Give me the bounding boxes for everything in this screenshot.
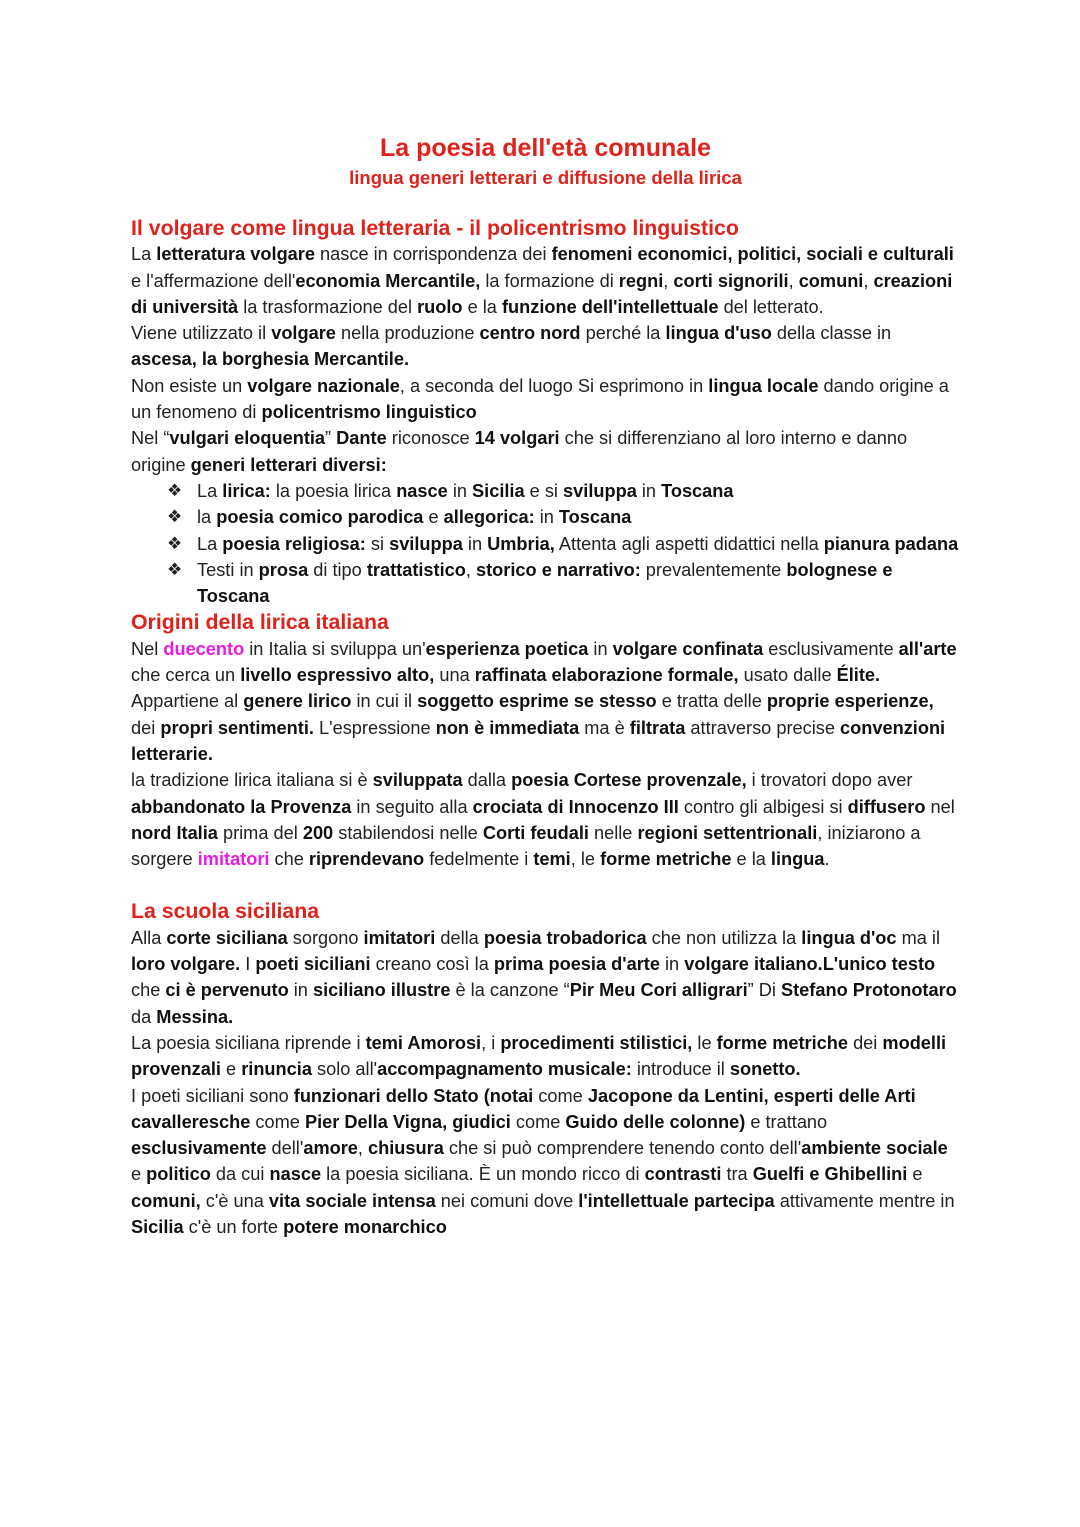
list-item-text: la poesia comico parodica e allegorica: in Toscana (197, 507, 632, 528)
document-title: La poesia dell'età comunale (379, 134, 712, 162)
bold-text: Jacopone da Lentini, esperti delle Arti cavalleresche (131, 1085, 916, 1132)
bold-text: diffusero (847, 796, 926, 817)
bold-text: sviluppa (389, 533, 463, 554)
list-item (167, 504, 960, 530)
bold-text: funzionari dello Stato (293, 1085, 479, 1106)
list-item (167, 557, 960, 610)
bold-text: propri sentimenti. (160, 717, 314, 738)
bold-text: sonetto. (729, 1059, 801, 1080)
bold-text: lingua d'oc (801, 927, 897, 948)
bold-text: fenomeni economici, politici, sociali e culturali (551, 244, 954, 265)
paragraph: Appartiene al genere lirico in cui il soggetto esprime se stesso e tratta delle proprie esperienze, dei propri sentimenti. L'espressione non è immediata ma è filtrata attraverso precise convenzioni letterarie. (131, 691, 946, 764)
bold-text: (notai (483, 1085, 534, 1106)
bold-text: non è immediata (435, 717, 580, 738)
bold-text: temi Amorosi (365, 1032, 482, 1053)
bold-text: poeti siciliani (255, 954, 371, 975)
highlighted-text: duecento (163, 638, 245, 659)
bold-text: Sicilia (131, 1216, 184, 1237)
paragraph: Nel duecento in Italia si sviluppa un'esperienza poetica in volgare confinata esclusivamente all'arte che cerca un livello espressivo alto, una raffinata elaborazione formale, usato dalle Élite. (131, 638, 957, 686)
bold-text: Guelfi e Ghibellini (752, 1164, 908, 1185)
bold-text: convenzioni letterarie. (131, 717, 946, 764)
bold-text: filtrata (629, 717, 686, 738)
bold-text: funzione dell'intellettuale (501, 296, 719, 317)
bold-text: crociata di Innocenzo III (472, 796, 679, 817)
bold-text: contrasti (644, 1164, 722, 1185)
bold-text: Pier Della Vigna, (304, 1111, 448, 1132)
bold-text: generi letterari diversi: (190, 454, 387, 475)
bold-text: Corti feudali (482, 822, 589, 843)
bold-text: comuni, (131, 1190, 201, 1211)
bold-text: abbandonato la Provenza (131, 796, 352, 817)
bold-text: corte siciliana (166, 927, 288, 948)
bold-text: poesia religiosa: (222, 533, 366, 554)
bold-text: modelli provenzali (131, 1032, 947, 1080)
bold-text: economia Mercantile, (295, 270, 481, 291)
bold-text: volgare italiano. (684, 954, 823, 975)
bold-text: volgare confinata (612, 638, 764, 659)
section-origini (131, 609, 960, 872)
list-item-text: La poesia religiosa: si sviluppa in Umbria, Attenta agli aspetti didattici nella pianura padana (197, 533, 959, 554)
bold-text: loro volgare. (131, 954, 241, 975)
section-heading-scuola-siciliana: La scuola siciliana (131, 899, 320, 924)
bold-text: ambiente sociale (801, 1138, 948, 1159)
bold-text: prosa (258, 559, 309, 580)
bold-text: Dante (336, 428, 387, 449)
bold-text: 14 volgari (474, 428, 560, 449)
bold-text: centro nord (479, 323, 581, 344)
bold-text: imitatori (363, 927, 436, 948)
bold-text: comuni (798, 270, 864, 291)
bold-text: volgare nazionale (247, 375, 400, 396)
section-scuola-siciliana (131, 898, 960, 1240)
bold-text: forme metriche (716, 1032, 849, 1053)
bold-text: amore (303, 1138, 358, 1159)
diamond-four-star-icon: ❖ (167, 480, 183, 500)
bold-text: siciliano illustre (312, 980, 451, 1001)
bold-text: nasce (396, 480, 448, 501)
bold-text: livello espressivo alto, (240, 665, 435, 686)
bold-text: Guido delle colonne) (565, 1111, 746, 1132)
bold-text: creazioni di università (131, 270, 953, 317)
paragraph: Non esiste un volgare nazionale, a seconda del luogo Si esprimono in lingua locale dando origine a un fenomeno di policentrismo linguistico (131, 375, 949, 423)
highlighted-text: imitatori (197, 849, 270, 870)
paragraph: La poesia siciliana riprende i temi Amorosi, i procedimenti stilistici, le forme metriche dei modelli provenzali e rinuncia solo all'accompagnamento musicale: introduce il sonetto. (131, 1032, 947, 1080)
bold-text: lingua locale (708, 375, 819, 396)
bold-text: Sicilia (472, 480, 525, 501)
bold-text: raffinata elaborazione formale, (474, 665, 739, 686)
bold-text: 200 (302, 822, 334, 843)
bold-text: vita sociale intensa (268, 1190, 436, 1211)
bold-text: forme metriche (600, 849, 732, 870)
bold-text: lingua (770, 849, 825, 870)
bold-text: allegorica: (443, 507, 535, 528)
bold-text: prima poesia d'arte (493, 954, 660, 975)
diamond-four-star-icon: ❖ (167, 507, 183, 527)
bold-text: potere monarchico (283, 1216, 447, 1237)
bold-text: soggetto esprime se stesso (417, 691, 657, 712)
bold-text: esclusivamente (131, 1138, 267, 1159)
bold-text: vulgari eloquentia (169, 428, 326, 449)
bold-text: nasce (269, 1164, 322, 1185)
bold-text: all'arte (898, 638, 957, 659)
paragraph: la tradizione lirica italiana si è sviluppata dalla poesia Cortese provenzale, i trovatori dopo aver abbandonato la Provenza in seguito alla crociata di Innocenzo III contro gli albigesi si diffusero nel nord Italia prima del 200 stabilendosi nelle Corti feudali nelle regioni settentrionali, iniziarono a sorgere imitatori che riprendevano fedelmente i temi, le forme metriche e la lingua. (131, 770, 955, 870)
bold-text: proprie esperienze, (766, 691, 934, 712)
bold-text: L'unico testo (822, 954, 936, 975)
bold-text: trattatistico (366, 559, 466, 580)
bold-text: lirica: (222, 480, 271, 501)
bold-text: esperienza poetica (425, 638, 589, 659)
genre-list (131, 478, 960, 609)
bold-text: sviluppa (563, 480, 637, 501)
bold-text: giudici (452, 1111, 511, 1132)
bold-text: poesia Cortese provenzale, (511, 770, 747, 791)
section-heading-origini: Origini della lirica italiana (131, 610, 389, 635)
document-subtitle: lingua generi letterari e diffusione della lirica (349, 167, 742, 188)
bold-text: procedimenti stilistici, (500, 1032, 693, 1053)
section-heading-volgare: Il volgare come lingua letteraria - il policentrismo linguistico (131, 216, 739, 240)
diamond-four-star-icon: ❖ (167, 559, 183, 579)
bold-text: sviluppata (372, 770, 463, 791)
bold-text: poesia trobadorica (483, 927, 647, 948)
bold-text: policentrismo linguistico (261, 402, 477, 423)
bold-text: Pir Meu Cori alligrari (569, 980, 748, 1001)
bold-text: ci è pervenuto (165, 980, 289, 1001)
bold-text: genere lirico (243, 691, 352, 712)
section-volgare (131, 215, 960, 609)
list-item (167, 478, 960, 504)
bold-text: letteratura volgare (156, 244, 315, 265)
bold-text: Stefano Protonotaro (780, 980, 957, 1001)
bold-text: Toscana (558, 507, 632, 528)
bold-text: riprendevano (308, 849, 425, 870)
bold-text: nord Italia (131, 822, 218, 843)
paragraph: Alla corte siciliana sorgono imitatori della poesia trobadorica che non utilizza la lingua d'oc ma il loro volgare. I poeti siciliani creano così la prima poesia d'arte in volgare italiano.L'unico testo che ci è pervenuto in siciliano illustre è la canzone “Pir Meu Cori alligrari” Di Stefano Protonotaro da Messina. (131, 927, 957, 1027)
paragraph: La letteratura volgare nasce in corrispondenza dei fenomeni economici, politici, sociali e culturali e l'affermazione dell'economia Mercantile, la formazione di regni, corti signorili, comuni, creazioni di università la trasformazione del ruolo e la funzione dell'intellettuale del letterato. (131, 244, 954, 317)
bold-text: bolognese e Toscana (197, 559, 893, 607)
bold-text: l'intellettuale partecipa (578, 1190, 775, 1211)
diamond-four-star-icon: ❖ (167, 533, 183, 553)
bold-text: accompagnamento musicale: (377, 1059, 632, 1080)
list-item-text: La lirica: la poesia lirica nasce in Sicilia e si sviluppa in Toscana (197, 480, 734, 501)
bold-text: Élite. (836, 665, 881, 686)
bold-text: Toscana (661, 480, 734, 501)
bold-text: volgare (271, 323, 336, 344)
bold-text: Umbria, (487, 533, 555, 554)
spacer (131, 872, 960, 898)
bold-text: corti signorili (673, 270, 789, 291)
bold-text: storico e narrativo: (476, 559, 641, 580)
bold-text: regni (618, 270, 664, 291)
bold-text: la borghesia Mercantile. (201, 349, 410, 370)
bold-text: Messina. (156, 1006, 234, 1027)
bold-text: chiusura (368, 1138, 444, 1159)
bold-text: pianura padana (823, 533, 959, 554)
bold-text: rinuncia (241, 1059, 312, 1080)
bold-text: ascesa, (131, 349, 197, 370)
list-item (167, 531, 960, 557)
list-item-text: Testi in prosa di tipo trattatistico, storico e narrativo: prevalentemente bolognese e Toscana (197, 559, 893, 607)
paragraph: I poeti siciliani sono funzionari dello Stato (notai come Jacopone da Lentini, esperti delle Arti cavalleresche come Pier Della Vigna, giudici come Guido delle colonne) e trattano esclusivamente dell'amore, chiusura che si può comprendere tenendo conto dell'ambiente sociale e politico da cui nasce la poesia siciliana. È un mondo ricco di contrasti tra Guelfi e Ghibellini e comuni, c'è una vita sociale intensa nei comuni dove l'intellettuale partecipa attivamente mentre in Sicilia c'è un forte potere monarchico (131, 1085, 955, 1237)
bold-text: poesia comico parodica (216, 507, 424, 528)
bold-text: ruolo (417, 296, 463, 317)
bold-text: regioni settentrionali (637, 822, 818, 843)
bold-text: temi (533, 849, 571, 870)
bold-text: lingua d'uso (665, 323, 772, 344)
paragraph: Viene utilizzato il volgare nella produzione centro nord perché la lingua d'uso della classe in ascesa, la borghesia Mercantile. (131, 323, 892, 370)
paragraph: Nel “vulgari eloquentia” Dante riconosce 14 volgari che si differenziano al loro interno e danno origine generi letterari diversi: (131, 428, 908, 475)
bold-text: politico (146, 1164, 211, 1185)
